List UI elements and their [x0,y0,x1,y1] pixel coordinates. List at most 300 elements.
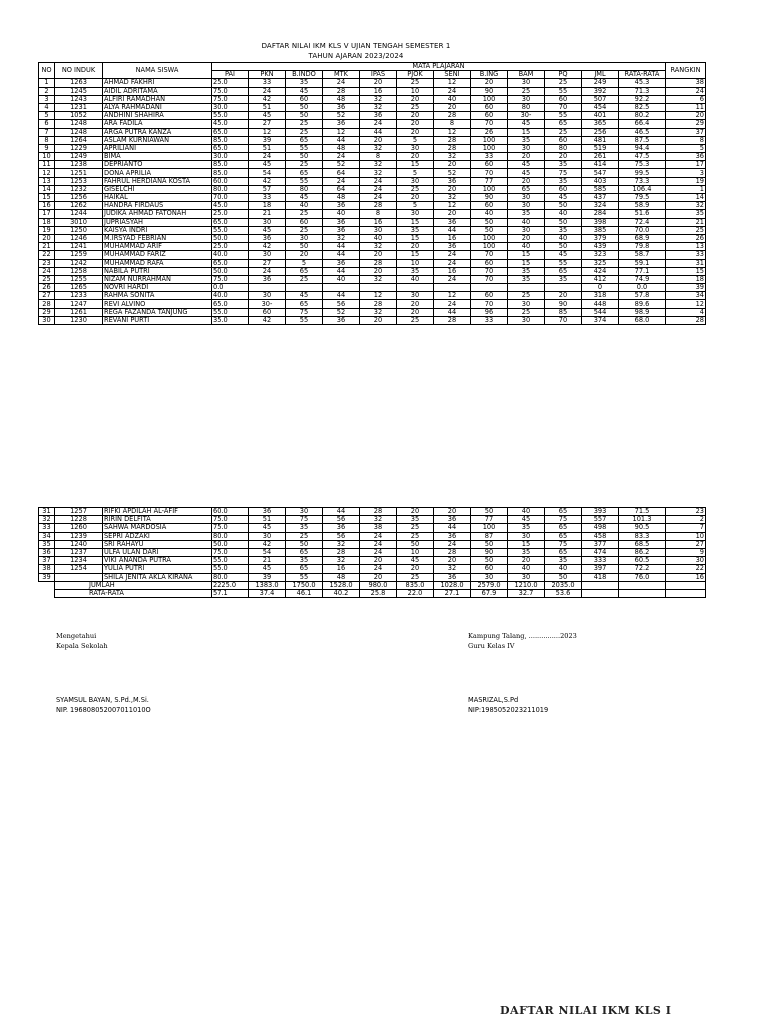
table-cell: 10 [39,153,55,161]
table-cell: 99.5 [619,169,666,177]
table-cell: 25 [286,532,323,540]
table-cell: 25 [286,128,323,136]
table-cell: 20 [397,565,434,573]
table-cell: 32 [323,234,360,242]
table-cell: 55.0 [212,112,249,120]
col-header-no-induk: NO INDUK [55,63,103,79]
table-cell: 15 [508,259,545,267]
table-cell: 1248 [55,120,103,128]
table-cell: 377 [582,540,619,548]
table-cell: 1228 [55,516,103,524]
table-cell: FAHRUL HERDIANA KOSTA [103,177,212,185]
table-cell: 33 [471,153,508,161]
table-cell: BIMA [103,153,212,161]
table-cell: 65.0 [212,300,249,308]
table-cell: 38 [666,79,706,87]
table-cell: 55 [286,573,323,581]
kepala-sekolah-label: Kepala Sekolah [56,642,108,650]
table-cell: 35 [545,177,582,185]
table-cell: 2 [666,516,706,524]
table-cell: 52 [323,308,360,316]
table-cell: 28 [434,548,471,556]
table-cell: 35 [286,79,323,87]
table-cell: 25 [397,573,434,581]
table-cell: 0 [582,284,619,292]
table-cell: 1246 [55,234,103,242]
table-cell: 40 [508,218,545,226]
table-cell: 51.6 [619,210,666,218]
table-cell: HANDRA FIRDAUS [103,202,212,210]
table-cell: 68.5 [619,540,666,548]
table-cell: 36 [323,120,360,128]
col-header-subject: MTK [323,71,360,79]
table-cell: 50 [397,540,434,548]
table-cell: 100 [471,524,508,532]
table-cell: 92.2 [619,95,666,103]
table-cell: 5 [397,202,434,210]
table-cell: 20 [360,136,397,144]
empty-cell [582,581,619,589]
table-cell: 25 [666,226,706,234]
table-cell: YULIA PUTRI [103,565,212,573]
table-cell: 42 [249,316,286,324]
table-cell: 25 [286,210,323,218]
table-cell: 58.9 [619,202,666,210]
totals-cell: 1750.0 [286,581,323,589]
col-header-subject: PKN [249,71,286,79]
table-cell: 59.1 [619,259,666,267]
table-cell: 16 [434,234,471,242]
totals-cell: 1528.0 [323,581,360,589]
table-cell: 8 [360,210,397,218]
table-row [39,316,706,324]
table-cell: 35 [545,226,582,234]
table-cell: 45 [508,161,545,169]
table-cell: 60 [545,185,582,193]
table-cell: 12 [249,128,286,136]
table-cell: SAHWA MARDOSIA [103,524,212,532]
table-cell: 36 [39,548,55,556]
table-cell: 0.0 [619,284,666,292]
table-cell: 403 [582,177,619,185]
table-cell: 16 [434,267,471,275]
table-cell: 60.0 [212,177,249,185]
table-cell: 17 [39,210,55,218]
table-cell: 30.0 [212,153,249,161]
table-cell: 318 [582,292,619,300]
table-cell: 24 [360,548,397,556]
table-cell: SRI RAHAYU [103,540,212,548]
table-cell: 75 [286,308,323,316]
table-cell: 24 [434,87,471,95]
table-cell: REVANI PURTI [103,316,212,324]
table-cell: 40 [545,234,582,242]
table-cell: RIRIN DELFITA [103,516,212,524]
table-cell: 44 [434,226,471,234]
table-cell: 1229 [55,144,103,152]
table-cell: 60.0 [212,508,249,516]
table-cell: 45 [249,226,286,234]
table-cell: 25.0 [212,210,249,218]
table-cell: 39 [249,573,286,581]
table-cell: 66.4 [619,120,666,128]
table-cell: 89.6 [619,300,666,308]
table-cell: 35 [508,136,545,144]
table-cell: 27 [39,292,55,300]
table-cell: 25 [397,316,434,324]
table-cell: 90.5 [619,524,666,532]
table-cell: 1258 [55,267,103,275]
table-cell: 44 [323,292,360,300]
table-cell: 1242 [55,259,103,267]
table-cell: 9 [666,548,706,556]
table-row [39,243,706,251]
table-cell: 46.5 [619,128,666,136]
table-cell: 1255 [55,275,103,283]
col-header-subject: B.INDO [286,71,323,79]
table-cell: 50 [471,226,508,234]
table-cell: 544 [582,308,619,316]
table-cell: 79.5 [619,194,666,202]
table-cell: 11 [39,161,55,169]
table-cell [286,284,323,292]
col-header-no: NO [39,63,55,79]
totals-cell: 2035.0 [545,581,582,589]
table-cell: 25.0 [212,243,249,251]
table-row [39,202,706,210]
totals-cell: 46.1 [286,589,323,597]
table-cell: 7 [666,524,706,532]
table-row [39,210,706,218]
table-cell: 24 [434,259,471,267]
table-cell: 414 [582,161,619,169]
table-cell: 35 [508,210,545,218]
table-cell: 557 [582,516,619,524]
table-cell: 75.0 [212,87,249,95]
table-cell: 12 [434,202,471,210]
table-cell: HAIKAL [103,194,212,202]
table-cell: 20 [434,185,471,193]
table-cell: 65 [545,508,582,516]
table-cell: 44 [323,267,360,275]
table-cell: 33 [39,524,55,532]
table-cell: 18 [666,275,706,283]
table-cell: M.IRSYAD FEBRIAN [103,234,212,242]
table-cell [397,284,434,292]
table-cell: 35 [286,524,323,532]
table-cell: 30 [471,573,508,581]
table-cell: 1247 [55,300,103,308]
table-cell: 36 [360,112,397,120]
table-cell: 1254 [55,565,103,573]
table-cell: 1265 [55,284,103,292]
empty-cell [666,589,706,597]
table-cell: 55.0 [212,557,249,565]
table-cell: RAHMA SONITA [103,292,212,300]
table-cell: 25 [397,79,434,87]
table-cell: 31 [666,259,706,267]
table-cell: 30 [508,79,545,87]
table-cell: 3010 [55,218,103,226]
table-cell: 48 [323,144,360,152]
table-cell: 20 [666,112,706,120]
col-header-subject: B.ING [471,71,508,79]
table-cell: AIDIL ADRITAMA [103,87,212,95]
table-cell: 32 [360,308,397,316]
table-cell: 481 [582,136,619,144]
table-cell: 68.9 [619,234,666,242]
table-cell: 40 [545,210,582,218]
table-cell: 45 [545,194,582,202]
totals-cell: 1383.0 [249,581,286,589]
table-cell: 33 [249,79,286,87]
table-cell: 15 [397,234,434,242]
table-cell: 70 [545,316,582,324]
table-cell: 16 [360,87,397,95]
table-cell: 65 [545,524,582,532]
table-cell: 20 [508,153,545,161]
table-cell: 24 [39,267,55,275]
table-cell: 60 [471,103,508,111]
table-cell: 36 [434,177,471,185]
table-cell: 50 [471,508,508,516]
table-cell: SEPRI ADZAKI [103,532,212,540]
table-cell: 65 [286,169,323,177]
table-cell: ARA FADILA [103,120,212,128]
table-cell: 1249 [55,153,103,161]
table-cell: 24 [323,153,360,161]
table-row [39,548,706,556]
table-cell: 1257 [55,508,103,516]
table-cell: 42 [249,540,286,548]
table-cell: 50 [545,243,582,251]
table-cell: 35 [508,267,545,275]
totals-cell: 37.4 [249,589,286,597]
table-cell: 71.3 [619,87,666,95]
table-cell: 28 [323,548,360,556]
table-cell: 38 [360,524,397,532]
col-header-subject: BAM [508,71,545,79]
table-cell: 35 [397,267,434,275]
table-cell: 31 [39,508,55,516]
table-row [39,300,706,308]
table-cell: 25 [508,87,545,95]
table-cell: 70.0 [619,226,666,234]
table-cell: 42 [249,243,286,251]
table-cell: 25 [508,292,545,300]
table-cell: 32 [360,95,397,103]
table-cell: 30 [666,557,706,565]
table-cell: 60 [471,259,508,267]
table-cell: 77.1 [619,267,666,275]
table-cell: 6 [39,120,55,128]
empty-cell [619,581,666,589]
table-cell: 86.2 [619,548,666,556]
table-cell: 25 [397,524,434,532]
table-row [39,234,706,242]
table-cell: 8 [39,136,55,144]
table-cell: 333 [582,557,619,565]
table-cell: 30 [508,226,545,234]
table-cell: 80.2 [619,112,666,120]
table-cell: 15 [397,161,434,169]
table-cell: 1 [666,185,706,193]
table-cell: 51 [249,144,286,152]
table-cell: 27 [249,120,286,128]
table-cell: 1256 [55,194,103,202]
table-cell: 1260 [55,524,103,532]
empty-cell [619,589,666,597]
table-cell: 15 [666,267,706,275]
table-cell: 75.0 [212,516,249,524]
table-cell: 32 [360,169,397,177]
table-cell: 36 [323,524,360,532]
table-cell: 1251 [55,169,103,177]
table-cell: 36 [434,243,471,251]
table-cell: 70 [471,300,508,308]
table-cell: 35 [508,275,545,283]
table-cell: 4 [39,103,55,111]
table-cell: 70 [545,103,582,111]
table-cell: 25 [508,308,545,316]
table-cell: 37 [666,128,706,136]
table-cell: 90 [471,548,508,556]
table-cell: 32 [360,161,397,169]
signature-right [468,631,577,651]
table-cell: 90 [545,300,582,308]
table-cell: 68.0 [619,316,666,324]
table-cell: 36 [666,153,706,161]
table-cell: 23 [666,508,706,516]
table-cell: 519 [582,144,619,152]
signature-left-name [56,695,151,715]
table-cell: 65 [286,267,323,275]
table-cell: 32 [360,275,397,283]
table-cell: 75 [286,516,323,524]
table-cell: 28 [434,112,471,120]
table-row [39,516,706,524]
table-cell: 1238 [55,161,103,169]
table-row [39,128,706,136]
table-cell: 60 [286,95,323,103]
table-cell: 12 [434,128,471,136]
table-cell: 38 [39,565,55,573]
table-cell: 75 [545,516,582,524]
table-cell: 82.5 [619,103,666,111]
table-cell: 94.4 [619,144,666,152]
table-cell: 6 [666,95,706,103]
table-cell: 418 [582,573,619,581]
table-cell: 261 [582,153,619,161]
table-cell: 30 [508,202,545,210]
table-cell: 55 [545,259,582,267]
table-cell: 30.0 [212,103,249,111]
table-cell: 20 [434,103,471,111]
table-row [39,95,706,103]
table-row [39,267,706,275]
table-cell: NABILA PUTRI [103,267,212,275]
table-row [39,169,706,177]
table-cell: 398 [582,218,619,226]
table-cell: APRILIANI [103,144,212,152]
table-cell: 16 [323,565,360,573]
table-cell: 65 [286,565,323,573]
table-cell: NOVRI HARDI [103,284,212,292]
table-row [39,557,706,565]
table-row [39,508,706,516]
table-cell: 75.0 [212,275,249,283]
table-cell: 77 [471,516,508,524]
table-cell: 3 [666,169,706,177]
table-cell: 35 [666,210,706,218]
principal-name: SYAMSUL BAYAN, S.Pd.,M.Si. [56,696,149,704]
table-cell: 9 [39,144,55,152]
table-cell: 55.0 [212,226,249,234]
table-cell: 24 [434,540,471,548]
table-cell: 16 [666,573,706,581]
table-cell: 50 [286,112,323,120]
totals-row [39,589,706,597]
table-cell: 1250 [55,226,103,234]
table-cell: 437 [582,194,619,202]
table-cell: 50 [471,540,508,548]
table-row [39,218,706,226]
table-cell: 44 [323,508,360,516]
table-cell: 25 [545,128,582,136]
table-cell: 24 [360,120,397,128]
table-cell: 19 [39,226,55,234]
table-cell: 12 [39,169,55,177]
table-cell: 36 [249,508,286,516]
table-cell: 20 [397,508,434,516]
table-cell: 393 [582,508,619,516]
table-cell: 20 [360,79,397,87]
table-cell: 20 [397,194,434,202]
table-row [39,532,706,540]
teacher-nip: NIP:198505202321101​9 [468,706,549,714]
table-cell: 35 [545,275,582,283]
table-cell: 101.3 [619,516,666,524]
table-cell: ULFA ULAN DARI [103,548,212,556]
table-cell: 65.0 [212,259,249,267]
table-cell: 1262 [55,202,103,210]
table-cell: 65 [545,532,582,540]
table-cell: 24 [249,87,286,95]
table-cell: 50.0 [212,234,249,242]
table-cell: 20 [360,267,397,275]
table-cell: 1231 [55,103,103,111]
table-cell: 24 [360,194,397,202]
table-cell: 32 [323,540,360,548]
table-cell: KAISYA INDRI [103,226,212,234]
table-cell: 32 [323,557,360,565]
table-cell: 98.9 [619,308,666,316]
teacher-name: MASRIZAL,S.Pd [468,696,519,704]
table-cell: 12 [323,128,360,136]
table-cell: 28 [434,136,471,144]
table-cell: 507 [582,95,619,103]
totals-cell: 1210.0 [508,581,545,589]
table-cell: 75.0 [212,524,249,532]
table-cell: 54 [249,548,286,556]
table-cell: 70 [471,267,508,275]
table-cell: 75.0 [212,548,249,556]
table-cell: 28 [323,87,360,95]
table-cell: 39 [666,284,706,292]
table-cell: 20 [434,557,471,565]
table-cell: 20 [397,300,434,308]
table-cell: 0.0 [212,284,249,292]
